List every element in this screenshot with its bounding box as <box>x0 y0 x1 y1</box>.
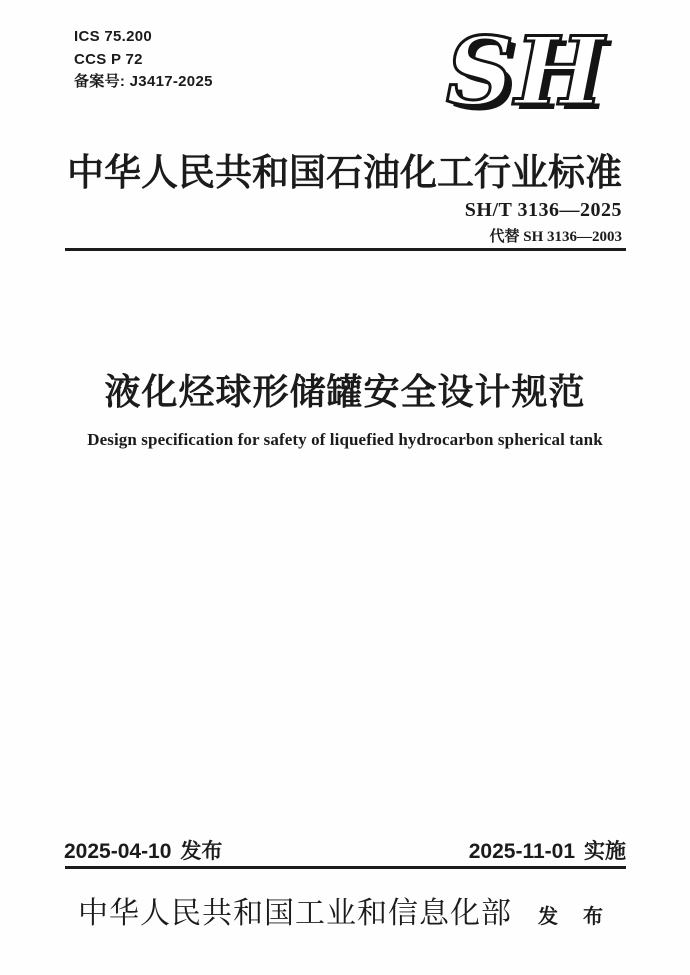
replaced-standard: 代替 SH 3136—2003 <box>489 229 622 245</box>
document-title-english: Design specification for safety of liquefied hydrocarbon spherical tank <box>87 430 603 449</box>
standard-number-block <box>465 199 622 246</box>
implement-date: 2025-11-01 <box>468 840 575 863</box>
header-divider <box>65 248 626 251</box>
ccs-code: CCS P 72 <box>74 50 143 68</box>
publisher-action-label: 发 布 <box>538 904 612 928</box>
publisher-name: 中华人民共和国工业和信息化部 <box>78 897 513 930</box>
sh-logo: SH <box>446 17 605 127</box>
implement-label: 实施 <box>584 840 626 863</box>
ics-code: ICS 75.200 <box>74 28 153 45</box>
classification-codes <box>74 26 213 94</box>
record-number: 备案号: J3417-2025 <box>74 73 213 90</box>
issue-date: 2025-04-10 <box>64 840 172 863</box>
issue-date-group <box>64 835 222 865</box>
document-title-chinese: 液化烃球形储罐安全设计规范 <box>104 372 586 413</box>
footer-divider <box>65 866 626 869</box>
publisher-row <box>0 888 690 932</box>
implement-date-group <box>469 835 626 865</box>
issue-label: 发布 <box>180 840 223 863</box>
standard-body-banner: 中华人民共和国石油化工行业标准 <box>67 153 622 194</box>
standard-number: SH/T 3136—2025 <box>464 199 622 221</box>
dates-row <box>64 835 626 865</box>
